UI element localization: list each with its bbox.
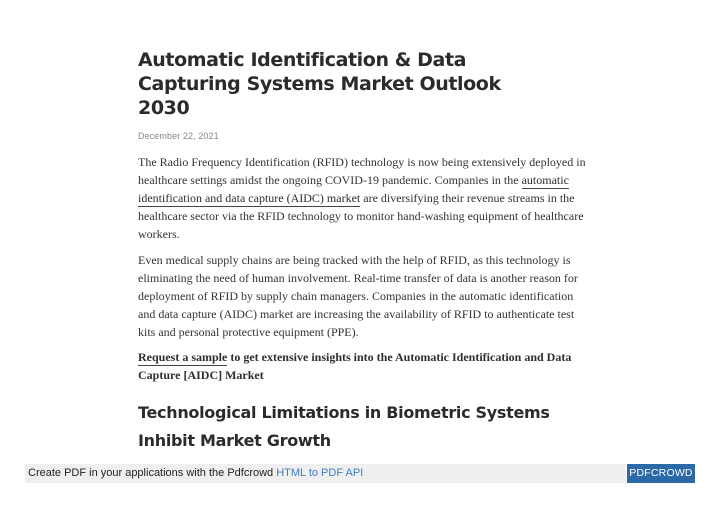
article bbox=[138, 48, 588, 455]
aidc-market-link[interactable]: automatic identification and data capture (AIDC) market bbox=[138, 173, 569, 205]
pdfcrowd-badge[interactable]: PDFCROWD bbox=[627, 464, 695, 483]
paragraph-supply-chain: Even medical supply chains are being tracked with the help of RFID, as this technology is eliminating the need of human involvement. Real-time transfer of data is another reason for deployment of RFID by supply chain managers. Companies in the automatic identification and data capture (AIDC) market are increasing the availability of RFID to authenticate test kits and personal protective equipment (PPE). bbox=[138, 253, 578, 339]
paragraph-text: The Radio Frequency Identification (RFID) technology is now being extensively deployed in healthcare settings amidst the ongoing COVID-19 pandemic. Companies in the bbox=[138, 155, 586, 187]
callout-text: to get extensive insights into the Automatic Identification and Data Capture [AIDC] Market bbox=[138, 350, 572, 382]
paragraph-rfid-healthcare bbox=[138, 153, 588, 243]
request-sample-link[interactable]: Request a sample bbox=[138, 350, 228, 364]
pdfcrowd-footer-bar bbox=[25, 464, 626, 483]
paragraph-text: are diversifying their revenue streams in the healthcare sector via the RFID technology to monitor hand-washing equipment of healthcare workers. bbox=[138, 191, 584, 241]
request-sample-callout bbox=[138, 348, 588, 384]
section-heading: Technological Limitations in Biometric Systems Inhibit Market Growth bbox=[138, 403, 550, 450]
article-date: December 22, 2021 bbox=[138, 131, 219, 141]
html-to-pdf-api-link[interactable]: HTML to PDF API bbox=[276, 467, 364, 479]
pdfcrowd-footer-text: Create PDF in your applications with the Pdfcrowd bbox=[28, 467, 277, 479]
article-title: Automatic Identification & Data Capturing Systems Market Outlook 2030 bbox=[138, 49, 501, 119]
